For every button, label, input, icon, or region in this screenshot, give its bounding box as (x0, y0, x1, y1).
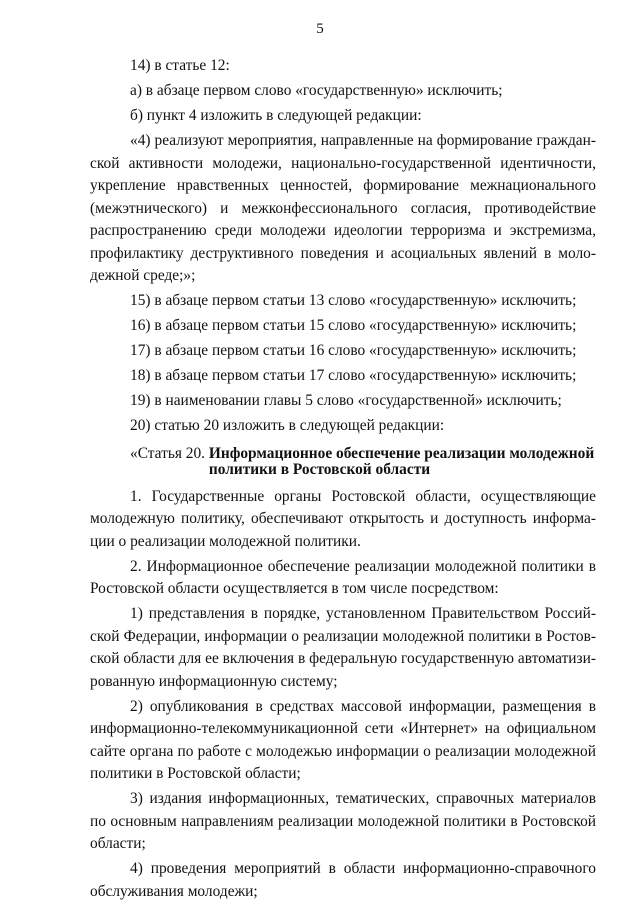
article-subitem-4: 4) проведения мероприятий в области информационно-справочного обслуживания молодежи; (90, 860, 596, 900)
paragraph-item-20: 20) статью 20 изложить в следующей редакции: (130, 417, 445, 434)
paragraph-item-16: 16) в абзаце первом статьи 15 слово «государственную» исключить; (130, 317, 577, 334)
paragraph-subitem-a: а) в абзаце первом слово «государственную» исключить; (130, 82, 503, 99)
article-paragraph-1: 1. Государственные органы Ростовской области, осуществляющие молодежную политику, обеспечивают открытость и доступность информации о реализации молодежной политики. (90, 487, 596, 550)
paragraph-subitem-b: б) пункт 4 изложить в следующей редакции: (130, 107, 422, 124)
article-subitem-3: 3) издания информационных, тематических, справочных материалов по основным направлениям реализации молодежной политики в Ростовской области; (90, 790, 596, 852)
article-20-title: Информационное обеспечение реализации молодежной политики в Ростовской области (208, 444, 595, 478)
article-paragraph-2: 2. Информационное обеспечение реализации молодежной политики в Ростовской области осуществляется в том числе посредством: (90, 557, 596, 597)
document-body (90, 55, 596, 906)
article-subitem-1: 1) представления в порядке, установленном Правительством Российской Федерации, информации о реализации молодежной политики в Ростовской области для ее включения в федеральную государственную автоматизированную информационную систему; (90, 605, 596, 690)
article-subitem-2: 2) опубликования в средствах массовой информации, размещения в информационно-телекоммуникационной сети «Интернет» на официальном сайте органа по работе с молодежью информации о реализации молодежной политики в Ростовской области; (90, 697, 596, 782)
paragraph-quoted-item-4: «4) реализуют мероприятия, направленные на формирование гражданской активности молодежи, национально-государственной идентичности, укрепление нравственных ценностей, формирование межнационального (межэтнического) и межконфессионального согласия, противодействие распространению среди молодежи идеологии терроризма и экстремизма, профилактику деструктивного поведения и асоциальных явлений в молодежной среде;»; (90, 132, 596, 284)
paragraph-item-15: 15) в абзаце первом статьи 13 слово «государственную» исключить; (130, 292, 577, 309)
paragraph-item-14: 14) в статье 12: (130, 57, 230, 74)
page-number: 5 (316, 21, 324, 37)
paragraph-item-19: 19) в наименовании главы 5 слово «государственной» исключить; (130, 392, 562, 409)
article-20-heading (90, 446, 596, 479)
paragraph-item-17: 17) в абзаце первом статьи 16 слово «государственную» исключить; (130, 342, 577, 359)
paragraph-item-18: 18) в абзаце первом статьи 17 слово «государственную» исключить; (130, 367, 577, 384)
article-20-lead: «Статья 20. (130, 444, 209, 462)
